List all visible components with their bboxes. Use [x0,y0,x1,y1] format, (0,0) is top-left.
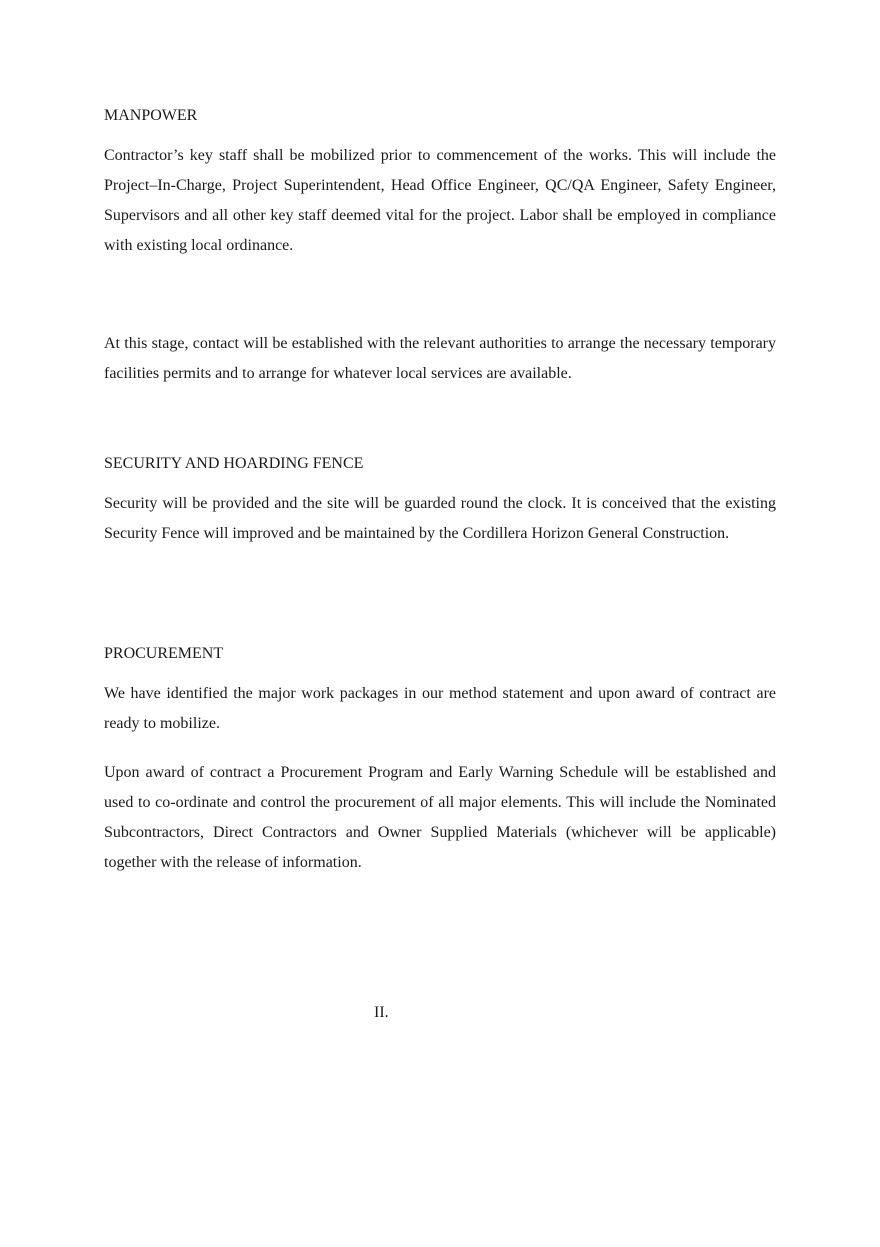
paragraph-authorities: At this stage, contact will be established with the relevant authorities to arrange the necessary temporary facilities permits and to arrange for whatever local services are available. [104,335,776,382]
section-heading-security: SECURITY AND HOARDING FENCE [104,455,364,472]
paragraph-procurement-1: We have identified the major work packages in our method statement and upon award of contract are ready to mobilize. [104,685,776,732]
page-number: II. [374,1004,389,1021]
paragraph-procurement-2: Upon award of contract a Procurement Program and Early Warning Schedule will be established and used to co-ordinate and control the procurement of all major elements. This will include the Nominated Subcontractors, Direct Contractors and Owner Supplied Materials (whichever will be applicable) together with the release of information. [104,764,776,871]
paragraph-security: Security will be provided and the site will be guarded round the clock. It is conceived that the existing Security Fence will improved and be maintained by the Cordillera Horizon General Construction. [104,495,776,542]
section-heading-manpower: MANPOWER [104,107,198,124]
paragraph-manpower: Contractor’s key staff shall be mobilized prior to commencement of the works. This will include the Project–In-Charge, Project Superintendent, Head Office Engineer, QC/QA Engineer, Safety Engineer, Supervisors and all other key staff deemed vital for the project. Labor shall be employed in compliance with existing local ordinance. [104,147,776,254]
section-heading-procurement: PROCUREMENT [104,645,224,662]
